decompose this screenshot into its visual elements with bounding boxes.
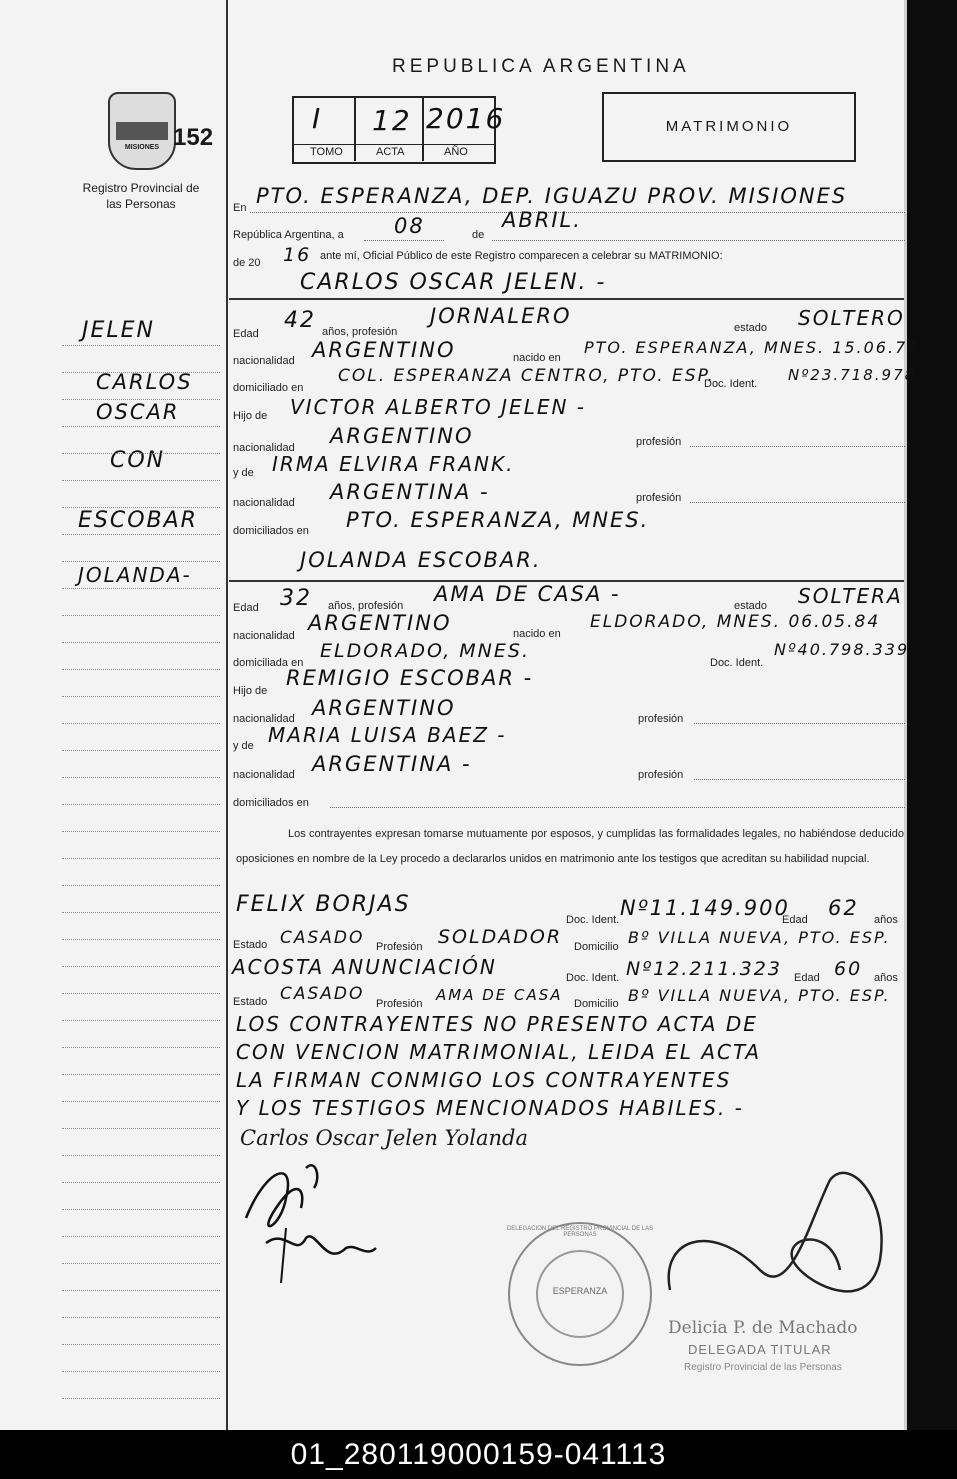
bride-nacido: ELDORADO, MNES. 06.05.84 [590,612,881,632]
note-line-3: LA FIRMAN CONMIGO LOS CONTRAYENTES [236,1068,732,1092]
estado-label: estado [734,600,768,612]
de-label: de [472,229,485,241]
official-name: Delicia P. de Machado [668,1318,858,1338]
registry-name: Registro Provincial de las Personas [82,181,200,211]
groom-estado: SOLTERO [798,306,905,330]
padre-nac-label: nacionalidad [233,713,295,725]
witness2-domicilio: Bº VILLA NUEVA, PTO. ESP. [628,986,891,1005]
margin-surname-2: ESCOBAR [78,508,198,533]
section-separator [229,298,904,300]
madre-nac-label: nacionalidad [233,497,295,509]
footer-code: 01_280119000159-041113 [0,1430,957,1479]
domicilio-label: Domicilio [574,941,619,953]
groom-profesion: JORNALERO [430,304,572,328]
bride-edad: 32 [280,586,312,611]
anos-label: años [874,914,898,926]
margin-given-name-1: CARLOS [96,370,193,394]
bride-doc: Nº40.798.339 [774,640,910,659]
madre-nac-label: nacionalidad [233,769,295,781]
profesion-label: Profesión [376,998,423,1010]
witness2-edad: 60 [834,958,863,980]
groom-nacionalidad: ARGENTINO [312,338,456,362]
oficial-text: ante mí, Oficial Público de este Registro comparecen a celebrar su MATRIMONIO: [320,250,723,262]
witness1-name: FELIX BORJAS [236,892,411,917]
party-signatures: Carlos Oscar Jelen Yolanda [240,1126,529,1150]
domiciliados-label: domiciliados en [233,525,309,537]
month-value: ABRIL. [502,208,582,232]
dotted-line [690,502,905,503]
groom-name: CARLOS OSCAR JELEN. - [300,270,607,295]
country-title: REPUBLICA ARGENTINA [392,56,690,77]
bride-nacionalidad: ARGENTINO [308,611,452,635]
witness-signatures [226,1148,396,1298]
bride-madre-nac: ARGENTINA - [312,752,472,776]
edad-label: Edad [233,602,259,614]
document-type-box [602,92,856,162]
groom-nacido: PTO. ESPERANZA, MNES. 15.06.74 [584,338,920,357]
groom-edad: 42 [284,308,316,333]
profesion-label: Profesión [376,941,423,953]
groom-madre: IRMA ELVIRA FRANK. [272,452,515,476]
round-delegation-stamp [508,1222,652,1366]
en-label: En [233,202,247,214]
witness1-profesion: SOLDADOR [438,926,563,948]
stamp-center-text: ESPERANZA [552,1286,608,1296]
groom-padre-nac: ARGENTINO [330,424,474,448]
note-line-1: LOS CONTRAYENTES NO PRESENTO ACTA DE [236,1012,758,1036]
profesion-label: profesión [636,436,682,448]
nacionalidad-label: nacionalidad [233,355,295,367]
bride-domicilio: ELDORADO, MNES. [320,640,530,662]
note-line-2: CON VENCION MATRIMONIAL, LEIDA EL ACTA [236,1040,762,1064]
page-number: 152 [173,124,214,151]
dotted-line [492,240,905,241]
groom-padres-domicilio: PTO. ESPERANZA, MNES. [346,508,650,532]
doc-label: Doc. Ident. [710,657,764,669]
margin-given-name-3: JOLANDA- [78,563,192,587]
nacido-label: nacido en [513,352,561,364]
bride-madre: MARIA LUISA BAEZ - [268,723,507,747]
note-line-4: Y LOS TESTIGOS MENCIONADOS HABILES. - [236,1096,744,1120]
dotted-line [694,723,905,724]
edad-label: Edad [794,972,820,984]
yde-label: y de [233,740,254,752]
anos-profesion-label: años, profesión [322,326,398,338]
year-suffix: 16 [283,244,312,266]
profesion-label-2: profesión [638,769,684,781]
official-title: DELEGADA TITULAR [688,1342,832,1357]
anos-profesion-label: años, profesión [328,600,404,612]
margin-surname: JELEN [82,318,156,343]
margin-con: CON [110,448,166,473]
witness2-doc: Nº12.211.323 [626,958,782,980]
bride-padre-nac: ARGENTINO [312,696,456,720]
tomo-value: I [312,102,323,135]
bride-name: JOLANDA ESCOBAR. [300,548,542,572]
witness1-domicilio: Bº VILLA NUEVA, PTO. ESP. [628,928,891,947]
witness2-name: ACOSTA ANUNCIACIÓN [232,955,497,979]
provincial-seal-icon [108,92,176,170]
nacido-label: nacido en [513,628,561,640]
witness2-profesion: AMA DE CASA [436,986,563,1004]
edad-label: Edad [782,914,808,926]
ano-label: AÑO [444,146,468,158]
margin-given-name-2: OSCAR [96,400,180,424]
dotted-line [330,807,905,808]
domiciliada-label: domiciliada en [233,657,304,669]
padre-nac-label: nacionalidad [233,442,295,454]
estado-label: estado [734,322,768,334]
box-divider [354,98,356,144]
domiciliados-label: domiciliados en [233,797,309,809]
witness2-estado: CASADO [280,984,365,1004]
tomo-acta-ano-box [292,96,506,164]
seal-text: MISIONES [124,144,160,151]
witness1-doc: Nº11.149.900 [620,896,790,920]
bride-profesion: AMA DE CASA - [434,582,621,606]
place-value: PTO. ESPERANZA, DEP. IGUAZU PROV. MISIONES [256,184,848,208]
groom-padre: VICTOR ALBERTO JELEN - [290,395,587,419]
document-type: MATRIMONIO [665,118,793,135]
stamp-ring-text: DELEGACION DEL REGISTRO PROVINCIAL DE LAS PERSONAS [506,1226,654,1238]
republica-label: República Argentina, a [233,229,344,241]
ano-value: 2016 [426,102,506,135]
anos-label: años [874,972,898,984]
dotted-line [694,779,905,780]
witness1-edad: 62 [828,896,859,920]
dotted-line [690,446,905,447]
hijo-label: Hijo de [233,685,268,697]
bride-padre: REMIGIO ESCOBAR - [286,666,534,690]
dotted-line [364,240,444,241]
acta-label: ACTA [376,146,405,158]
box-labels [294,144,494,161]
domiciliado-label: domiciliado en [233,382,304,394]
domicilio-label: Domicilio [574,998,619,1010]
yde-label: y de [233,467,254,479]
day-value: 08 [394,214,425,238]
profesion-label: profesión [638,713,684,725]
groom-doc: Nº23.718.978 [788,366,917,384]
page-edge [907,0,957,1430]
profesion-label-2: profesión [636,492,682,504]
edad-label: Edad [233,328,259,340]
witness1-estado: CASADO [280,928,365,948]
box-divider [422,98,424,144]
hijo-label: Hijo de [233,410,268,422]
doc-label: Doc. Ident. [704,378,758,390]
bride-estado: SOLTERA [798,584,903,608]
doc-label: Doc. Ident. [566,914,620,926]
formal-text: Los contrayentes expresan tomarse mutuamente por esposos, y cumplidas las formalidades legales, no habiéndose deducido oposiciones en nombre de la Ley procedo a declararlos unidos en matrimonio ante los testigos que acreditan su habilidad nupcial. [236,828,904,865]
estado-label: Estado [233,996,268,1008]
groom-domicilio: COL. ESPERANZA CENTRO, PTO. ESP. [338,366,715,386]
official-registry: Registro Provincial de las Personas [684,1362,842,1373]
estado-label: Estado [233,939,268,951]
tomo-label: TOMO [310,146,343,158]
nacionalidad-label: nacionalidad [233,630,295,642]
groom-madre-nac: ARGENTINA - [330,480,490,504]
acta-value: 12 [372,104,412,137]
seal-band [116,122,168,140]
doc-label: Doc. Ident. [566,972,620,984]
year-prefix: de 20 [233,257,261,269]
